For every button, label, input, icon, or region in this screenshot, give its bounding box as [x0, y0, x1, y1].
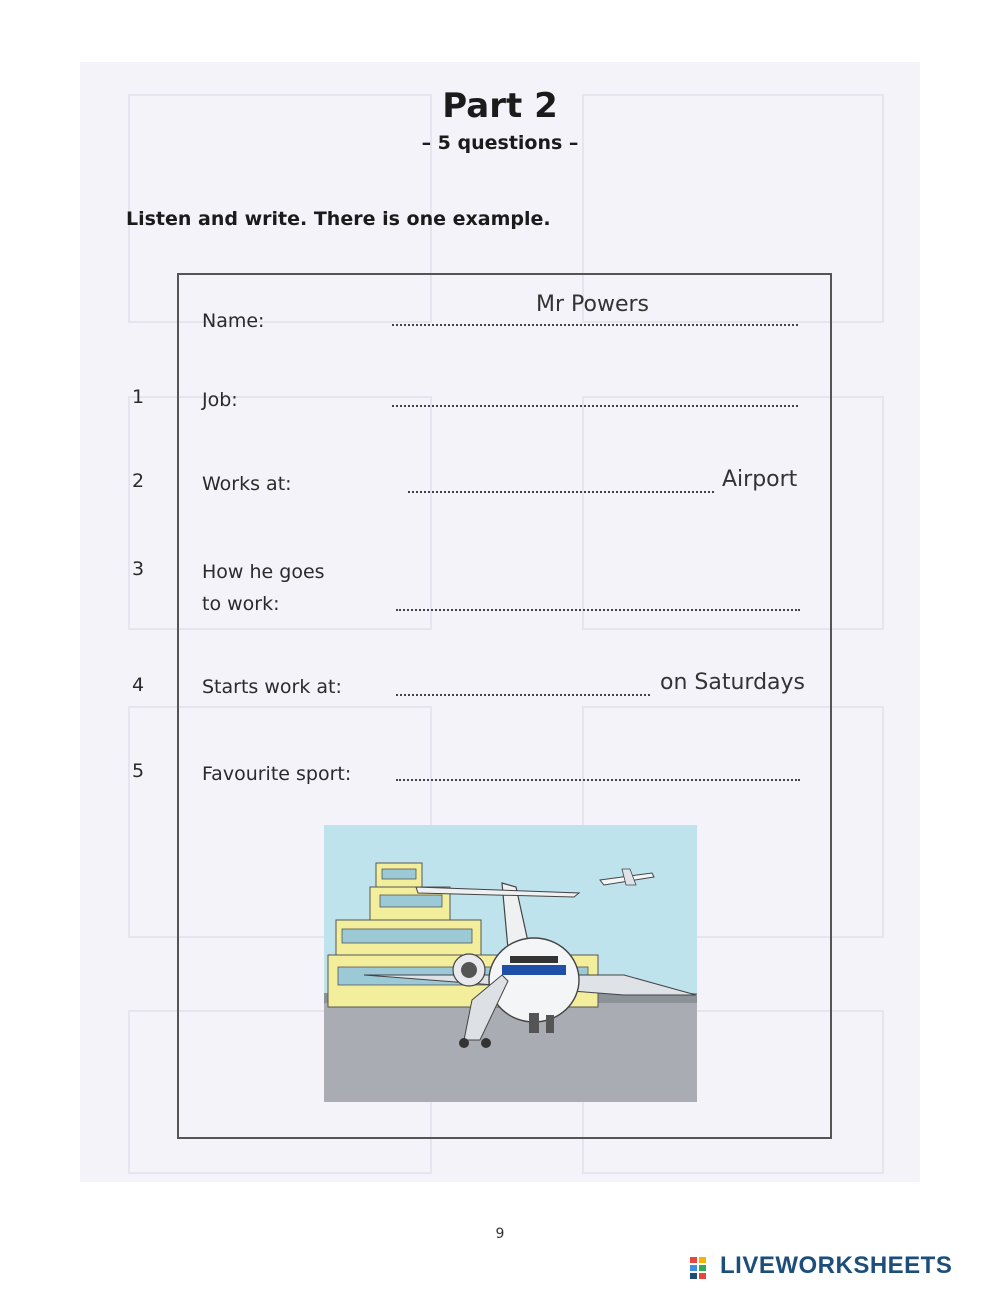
- airport-illustration: [324, 825, 697, 1102]
- printed-answer: Airport: [722, 467, 798, 492]
- part-subtitle: – 5 questions –: [421, 132, 579, 154]
- answer-input-5[interactable]: [396, 779, 800, 781]
- example-answer: Mr Powers: [536, 292, 649, 317]
- answer-input-1[interactable]: [392, 405, 798, 407]
- question-label: Works at:: [202, 473, 292, 495]
- answer-input-3[interactable]: [396, 609, 800, 611]
- answer-line: [392, 324, 798, 326]
- question-label-line1: How he goes: [202, 561, 325, 583]
- question-number: 2: [132, 470, 145, 492]
- question-label-line2: to work:: [202, 593, 280, 615]
- question-label: Starts work at:: [202, 676, 342, 698]
- question-number: 5: [132, 760, 145, 782]
- part-title: Part 2: [442, 86, 558, 126]
- brand-name[interactable]: LIVEWORKSHEETS: [720, 1252, 953, 1279]
- answer-input-4[interactable]: [396, 694, 650, 696]
- answer-input-2[interactable]: [408, 491, 714, 493]
- page-number: 9: [495, 1226, 505, 1242]
- liveworksheets-logo-icon: [690, 1257, 716, 1279]
- printed-answer: on Saturdays: [660, 670, 805, 695]
- instruction-text: Listen and write. There is one example.: [126, 208, 551, 230]
- question-number: 4: [132, 674, 145, 696]
- question-label: Job:: [202, 389, 238, 411]
- question-number: 3: [132, 558, 145, 580]
- question-label: Favourite sport:: [202, 763, 352, 785]
- question-number: 1: [132, 386, 145, 408]
- example-label: Name:: [202, 310, 265, 332]
